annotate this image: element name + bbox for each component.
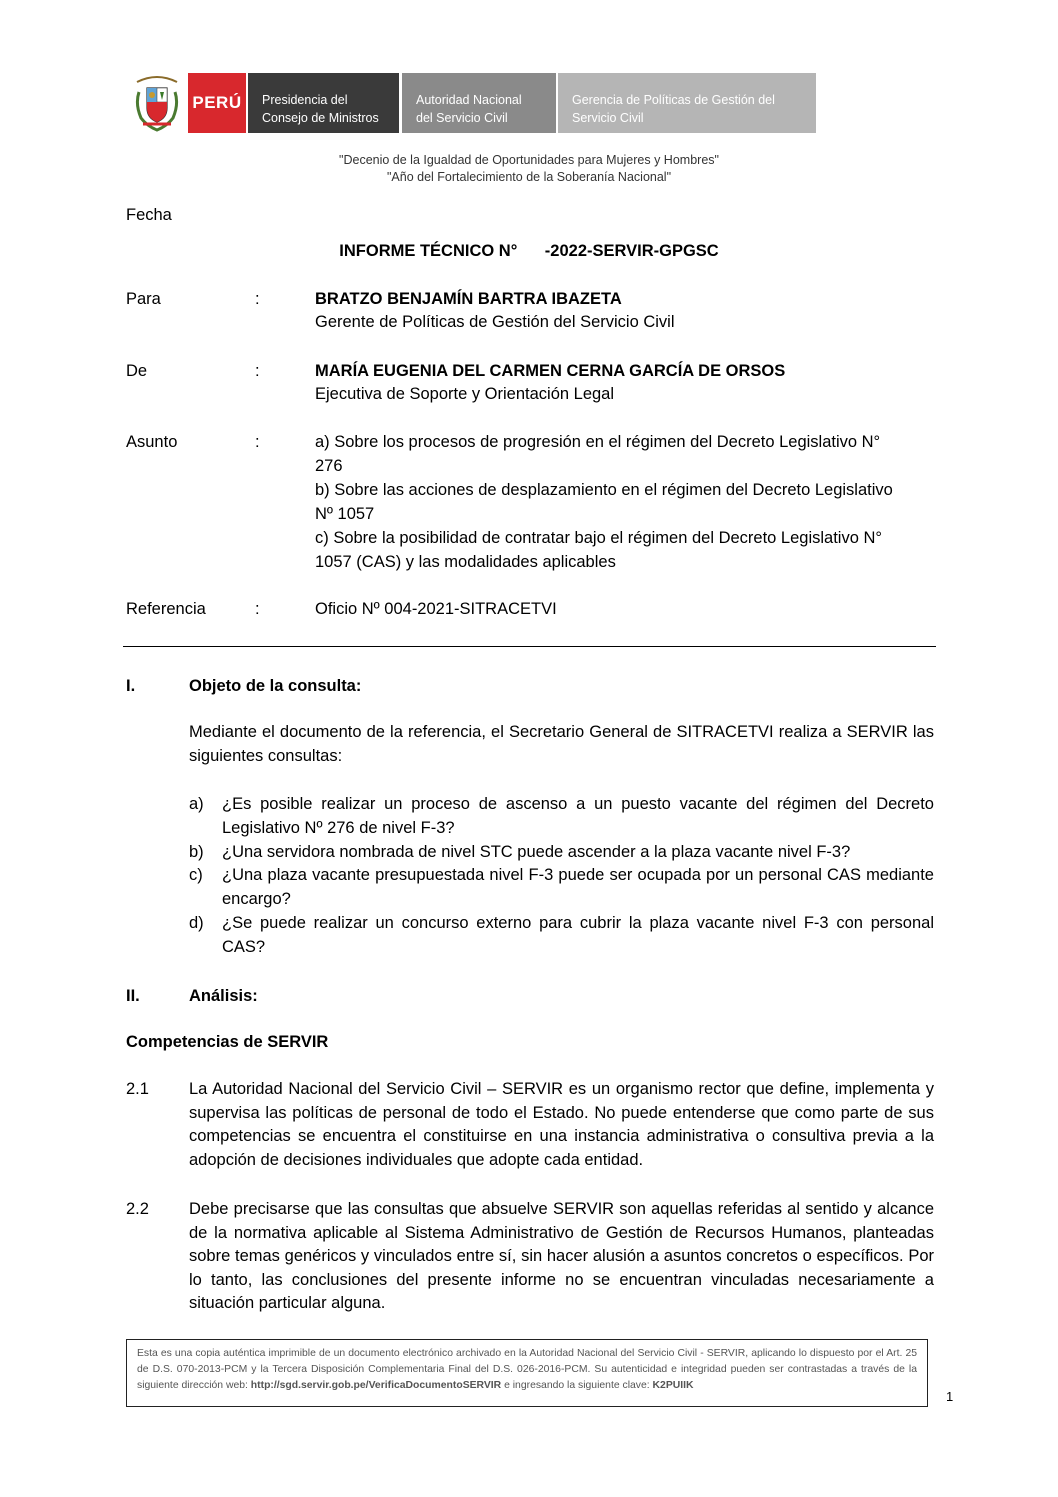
header-entity-gerencia	[558, 73, 816, 133]
header-entity-pcm	[248, 73, 399, 133]
motto-line-1: "Decenio de la Igualdad de Oportunidades para Mujeres y Hombres"	[339, 153, 719, 167]
de-label: De	[126, 362, 148, 380]
paragraph-2-2-number: 2.2	[126, 1200, 149, 1218]
section-2-title: Análisis:	[189, 987, 258, 1005]
asunto-line-2: 276	[315, 457, 343, 475]
paragraph-2-2-text: Debe precisarse que las consultas que absuelve SERVIR son aquellas referidas al sentido y alcance de la normativa aplicable al Sistema Administrativo de Gestión de Recursos Humanos, planteadas sobre temas genéricos y vinculados entre sí, sin hacer alusión a asuntos concretos o específicos. Por lo tanto, las conclusiones del presente informe no se encuentran vinculadas necesariamente a situación particular alguna.	[189, 1200, 934, 1312]
asunto-line-3: b) Sobre las acciones de desplazamiento en el régimen del Decreto Legislativo	[315, 481, 893, 499]
verification-key: K2PUIIK	[652, 1380, 694, 1391]
question-a-text: ¿Es posible realizar un proceso de ascenso a un puesto vacante del régimen del Decreto Legislativo Nº 276 de nivel F-3?	[222, 795, 934, 837]
asunto-line-5: c) Sobre la posibilidad de contratar bajo el régimen del Decreto Legislativo N°	[315, 529, 882, 547]
header-divider	[123, 646, 936, 647]
para-name: BRATZO BENJAMÍN BARTRA IBAZETA	[315, 290, 622, 308]
question-d-letter: d)	[189, 914, 204, 932]
para-colon: :	[255, 290, 260, 308]
verification-url[interactable]: http://sgd.servir.gob.pe/VerificaDocumentoSERVIR	[250, 1380, 502, 1391]
referencia-label: Referencia	[126, 600, 206, 618]
header-entity-gerencia-line2: Servicio Civil	[572, 111, 644, 125]
question-d-text: ¿Se puede realizar un concurso externo para cubrir la plaza vacante nivel F-3 con personal CAS?	[222, 914, 934, 956]
section-2-number: II.	[126, 987, 140, 1005]
page-number: 1	[946, 1389, 954, 1404]
peru-brand-label: PERÚ	[188, 73, 246, 133]
de-role: Ejecutiva de Soporte y Orientación Legal	[315, 385, 615, 403]
asunto-label: Asunto	[126, 433, 178, 451]
authenticity-text-2: e ingresando la siguiente clave:	[501, 1380, 653, 1391]
authenticity-notice	[126, 1339, 928, 1407]
de-name: MARÍA EUGENIA DEL CARMEN CERNA GARCÍA DE ORSOS	[315, 362, 786, 380]
referencia-colon: :	[255, 600, 260, 618]
motto-line-2: "Año del Fortalecimiento de la Soberanía Nacional"	[386, 170, 672, 184]
section-1-number: I.	[126, 677, 136, 695]
question-a-letter: a)	[189, 795, 204, 813]
paragraph-2-1-text: La Autoridad Nacional del Servicio Civil – SERVIR es un organismo rector que define, implementa y supervisa las políticas de personal de todo el Estado. No puede entenderse que como parte de sus competencias se encuentra el constituirse en una instancia administrativa o consultiva previa a la adopción de decisiones individuales que adopte cada entidad.	[189, 1080, 934, 1169]
question-b-text: ¿Una servidora nombrada de nivel STC puede ascender a la plaza vacante nivel F-3?	[222, 843, 851, 861]
header-entity-servir	[402, 73, 556, 133]
de-colon: :	[255, 362, 260, 380]
peru-coat-of-arms-logo	[133, 74, 181, 132]
fecha-label: Fecha	[126, 206, 172, 224]
asunto-line-4: Nº 1057	[315, 505, 375, 523]
question-b-letter: b)	[189, 843, 204, 861]
header-entity-servir-line1: Autoridad Nacional	[416, 93, 522, 107]
header-entity-gerencia-line1: Gerencia de Políticas de Gestión del	[572, 93, 775, 107]
paragraph-2-1-number: 2.1	[126, 1080, 149, 1098]
question-c-text: ¿Una plaza vacante presupuestada nivel F-3 puede ser ocupada por un personal CAS mediante encargo?	[222, 866, 934, 908]
para-role: Gerente de Políticas de Gestión del Servicio Civil	[315, 313, 675, 331]
header-entity-pcm-line2: Consejo de Ministros	[262, 111, 379, 125]
asunto-line-1: a) Sobre los procesos de progresión en el régimen del Decreto Legislativo N°	[315, 433, 881, 451]
asunto-line-6: 1057 (CAS) y las modalidades aplicables	[315, 553, 616, 571]
section-1-intro: Mediante el documento de la referencia, el Secretario General de SITRACETVI realiza a SERVIR las siguientes consultas:	[189, 723, 934, 765]
referencia-value: Oficio Nº 004-2021-SITRACETVI	[315, 600, 557, 618]
header-entity-pcm-line1: Presidencia del	[262, 93, 348, 107]
report-title: INFORME TÉCNICO N° -2022-SERVIR-GPGSC	[339, 242, 719, 260]
competencias-subheading: Competencias de SERVIR	[126, 1033, 329, 1051]
asunto-colon: :	[255, 433, 260, 451]
header-entity-servir-line2: del Servicio Civil	[416, 111, 508, 125]
para-label: Para	[126, 290, 161, 308]
question-c-letter: c)	[189, 866, 203, 884]
section-1-title: Objeto de la consulta:	[189, 677, 362, 695]
authenticity-text-1: Esta es una copia auténtica imprimible de un documento electrónico archivado en la Autoridad Nacional del Servicio Civil - SERVIR, aplicando lo dispuesto por el Art. 25 de D.S. 070-2013-PCM y la Tercera Disposición Complementaria Final del D.S. 026-2016-PCM. Su autenticidad e integridad pueden ser contrastadas a través de la siguiente dirección web:	[137, 1348, 917, 1391]
